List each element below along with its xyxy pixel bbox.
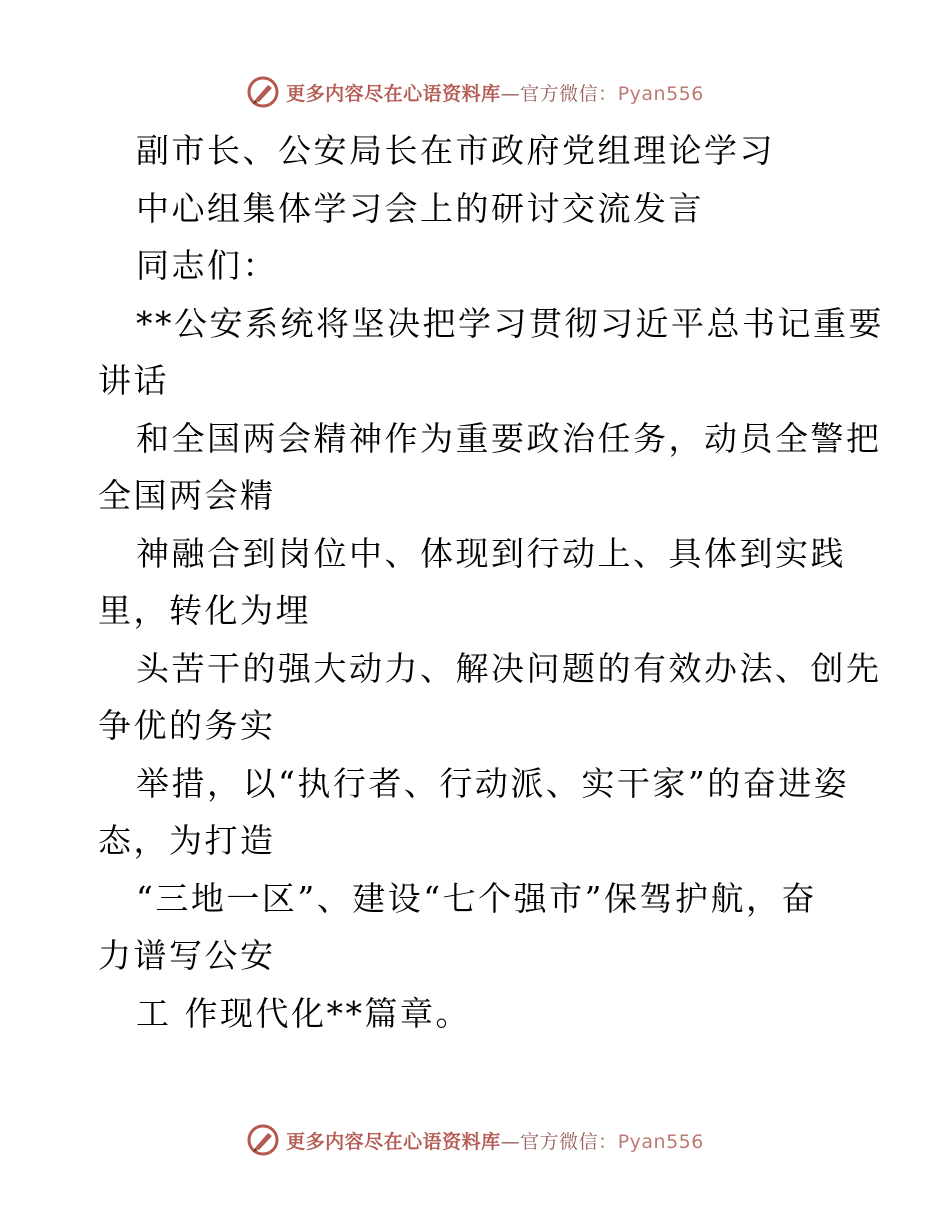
paragraph-line: “三地一区”、建设“七个强市”保驾护航，奋 <box>136 878 817 918</box>
header-watermark <box>0 72 950 112</box>
paragraph-line: 全国两会精 <box>98 476 276 515</box>
paragraph-line: 神融合到岗位中、体现到行动上、具体到实践 <box>136 533 846 573</box>
watermark-text: 更多内容尽在心语资料库—官方微信：Pyan556 <box>286 82 704 105</box>
title-line-1: 副市长、公安局长在市政府党组理论学习 <box>136 131 775 170</box>
paragraph-line: 头苦干的强大动力、解决问题的有效办法、创先 <box>136 648 882 688</box>
paragraph-line: 工 作现代化**篇章。 <box>136 993 471 1033</box>
paragraph-line: 讲话 <box>98 361 169 400</box>
paragraph-line: 里，转化为埋 <box>98 591 311 630</box>
title-line-2: 中心组集体学习会上的研讨交流发言 <box>136 188 704 228</box>
paragraph-line: 力谱写公安 <box>98 936 276 975</box>
pen-logo-icon <box>246 75 280 109</box>
paragraph-line: 举措，以“执行者、行动派、实干家”的奋进姿 <box>136 763 850 803</box>
pen-logo-icon <box>246 1123 280 1157</box>
paragraph-line: **公安系统将坚决把学习贯彻习近平总书记重要 <box>136 303 884 343</box>
watermark-text: 更多内容尽在心语资料库—官方微信：Pyan556 <box>286 1130 704 1153</box>
document-body <box>98 122 884 1042</box>
paragraph-line: 和全国两会精神作为重要政治任务，动员全警把 <box>136 418 882 458</box>
paragraph-line: 态，为打造 <box>98 821 276 860</box>
paragraph-line: 争优的务实 <box>98 706 276 745</box>
footer-watermark <box>0 1120 950 1160</box>
salutation: 同志们： <box>136 246 278 285</box>
